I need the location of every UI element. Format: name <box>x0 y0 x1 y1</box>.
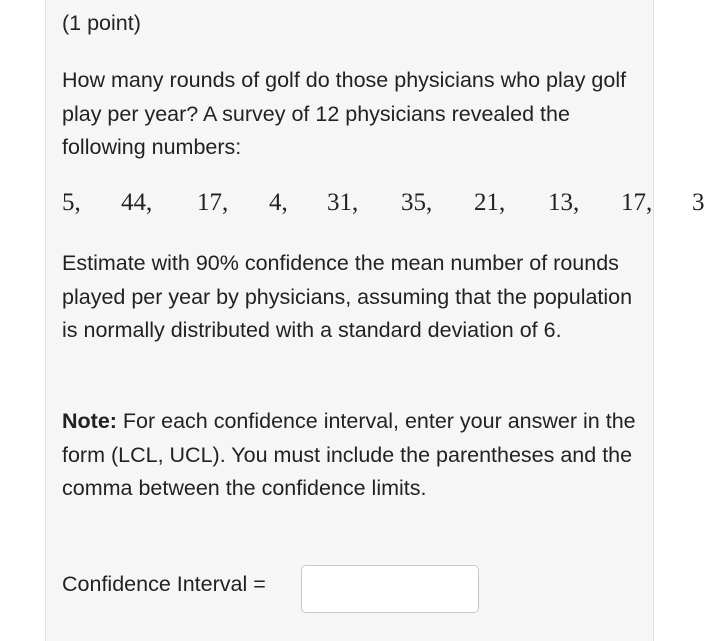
point-value: (1 point) <box>62 11 141 35</box>
note-label: Note: <box>62 409 117 433</box>
data-value: 44, <box>121 189 153 216</box>
data-value: 35, <box>401 189 433 216</box>
data-value: 17, <box>197 189 229 216</box>
data-value: 17, <box>621 189 653 216</box>
data-value: 3 <box>692 189 705 216</box>
data-value: 5, <box>62 189 81 216</box>
note-text <box>62 405 642 506</box>
note-body: For each confidence interval, enter your answer in the form (LCL, UCL). You must include the parentheses and the comma between the confidence limits. <box>62 409 636 500</box>
data-value: 13, <box>548 189 580 216</box>
data-values <box>62 189 705 225</box>
data-value: 31, <box>327 189 359 216</box>
question-text: How many rounds of golf do those physicians who play golf play per year? A survey of 12 physicians revealed the following numbers: <box>62 68 627 159</box>
confidence-interval-input[interactable] <box>301 565 479 613</box>
data-value: 4, <box>269 189 288 216</box>
confidence-interval-label: Confidence Interval = <box>62 572 266 596</box>
data-value: 21, <box>474 189 506 216</box>
instruction-text: Estimate with 90% confidence the mean number of rounds played per year by physicians, assuming that the population is normally distributed with a standard deviation of 6. <box>62 251 633 342</box>
